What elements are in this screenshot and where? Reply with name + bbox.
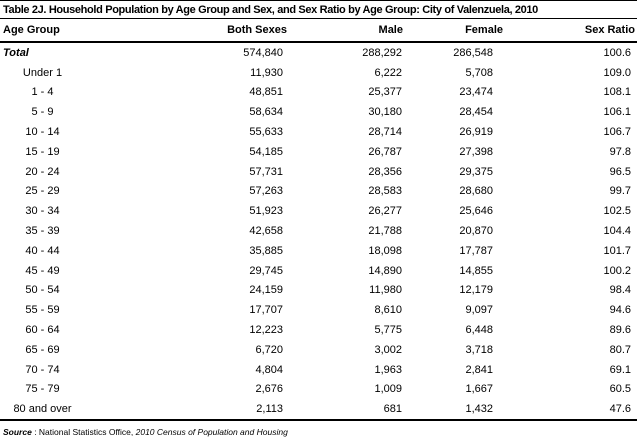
age-group-cell: 60 - 64	[25, 324, 60, 337]
male-cell: 6,222	[374, 66, 402, 79]
both-sexes-cell: 11,930	[250, 66, 283, 79]
table-row	[0, 399, 637, 420]
col-header-age-group: Age Group	[0, 19, 85, 42]
female-cell: 20,870	[459, 225, 493, 238]
age-group-cell: 25 - 29	[25, 185, 60, 198]
male-cell: 1,963	[374, 363, 402, 376]
population-table	[0, 19, 637, 421]
female-cell: 2,841	[465, 363, 493, 376]
sex-ratio-cell: 98.4	[609, 284, 631, 297]
sex-ratio-cell: 106.1	[603, 106, 631, 119]
male-cell: 1,009	[374, 383, 402, 396]
col-header-female: Female	[405, 19, 505, 42]
male-cell: 14,890	[368, 264, 402, 277]
both-sexes-cell: 29,745	[249, 264, 283, 277]
female-cell: 5,708	[465, 66, 493, 79]
age-group-cell: 45 - 49	[25, 264, 60, 277]
table-row	[0, 63, 637, 83]
total-label: Total	[3, 46, 29, 59]
age-group-cell: 1 - 4	[31, 86, 54, 99]
source-publication: 2010 Census of Population and Housing	[135, 427, 288, 438]
table-row	[0, 83, 637, 103]
male-cell: 8,610	[374, 304, 402, 317]
male-cell: 26,787	[368, 145, 402, 158]
age-group-cell: 10 - 14	[25, 126, 60, 139]
male-cell: 5,775	[374, 324, 402, 337]
both-sexes-cell: 2,113	[256, 403, 283, 416]
female-cell: 28,454	[459, 106, 493, 119]
age-group-cell: 80 and over	[13, 403, 72, 416]
male-cell: 3,002	[374, 343, 402, 356]
col-header-male: Male	[290, 19, 405, 42]
age-group-cell: 55 - 59	[25, 304, 60, 317]
age-group-cell: 75 - 79	[25, 383, 60, 396]
table-title: Table 2J. Household Population by Age Group and Sex, and Sex Ratio by Age Group: City of Valenzuela, 2010	[0, 1, 637, 19]
sex-ratio-cell: 101.7	[603, 244, 631, 257]
sex-ratio-cell: 100.2	[603, 264, 631, 277]
sex-ratio-cell: 104.4	[603, 225, 631, 238]
both-sexes-cell: 58,634	[249, 106, 283, 119]
table-row	[0, 261, 637, 281]
female-cell: 12,179	[459, 284, 493, 297]
female-cell: 1,432	[465, 403, 493, 416]
source-label: Source	[3, 427, 32, 438]
male-cell: 18,098	[368, 244, 402, 257]
sex-ratio-cell: 94.6	[609, 304, 631, 317]
both-sexes-cell: 48,851	[249, 86, 283, 99]
table-body	[0, 42, 637, 420]
age-group-cell: 65 - 69	[25, 343, 60, 356]
age-group-cell: 70 - 74	[25, 363, 60, 376]
female-cell: 1,667	[465, 383, 493, 396]
both-sexes-cell: 2,676	[255, 383, 283, 396]
male-cell: 11,980	[369, 284, 402, 297]
sex-ratio-cell: 60.5	[609, 383, 631, 396]
table-row	[0, 281, 637, 301]
table-row	[0, 340, 637, 360]
sex-ratio-cell: 99.7	[609, 185, 631, 198]
age-group-cell: 5 - 9	[31, 106, 54, 119]
sex-ratio-cell: 69.1	[609, 363, 631, 376]
table-row	[0, 102, 637, 122]
female-cell: 6,448	[465, 324, 493, 337]
both-sexes-cell: 17,707	[249, 304, 283, 317]
sex-ratio-cell: 102.5	[603, 205, 631, 218]
both-sexes-cell: 57,731	[249, 165, 283, 178]
sex-ratio-cell: 97.8	[609, 145, 631, 158]
table-row	[0, 182, 637, 202]
male-cell: 28,714	[368, 126, 402, 139]
age-group-cell: 30 - 34	[25, 205, 60, 218]
age-group-cell: Under 1	[22, 66, 63, 79]
male-cell: 21,788	[368, 225, 402, 238]
source-separator: :	[31, 427, 39, 438]
sex-ratio-cell: 96.5	[609, 165, 631, 178]
female-cell: 17,787	[459, 244, 493, 257]
total-male-cell: 288,292	[362, 46, 402, 59]
table-row	[0, 380, 637, 400]
female-cell: 9,097	[465, 304, 493, 317]
table-row	[0, 241, 637, 261]
both-sexes-cell: 6,720	[255, 343, 283, 356]
sex-ratio-cell: 108.1	[603, 86, 631, 99]
col-header-sex-ratio: Sex Ratio	[505, 19, 637, 42]
total-both-sexes-cell: 574,840	[243, 46, 283, 59]
male-cell: 28,583	[368, 185, 402, 198]
table-row	[0, 221, 637, 241]
both-sexes-cell: 57,263	[249, 185, 283, 198]
both-sexes-cell: 55,633	[249, 126, 283, 139]
female-cell: 28,680	[459, 185, 493, 198]
sex-ratio-cell: 47.6	[609, 403, 631, 416]
female-cell: 27,398	[459, 145, 493, 158]
female-cell: 26,919	[459, 126, 493, 139]
sex-ratio-cell: 109.0	[603, 66, 631, 79]
table-row	[0, 142, 637, 162]
age-group-cell: 35 - 39	[25, 225, 60, 238]
header-row	[0, 19, 637, 42]
table-row	[0, 201, 637, 221]
sex-ratio-cell: 106.7	[603, 126, 631, 139]
male-cell: 28,356	[368, 165, 402, 178]
female-cell: 25,646	[459, 205, 493, 218]
both-sexes-cell: 4,804	[255, 363, 283, 376]
both-sexes-cell: 12,223	[249, 324, 283, 337]
female-cell: 3,718	[465, 343, 493, 356]
both-sexes-cell: 24,159	[249, 284, 283, 297]
col-header-both-sexes: Both Sexes	[85, 19, 290, 42]
table-row	[0, 162, 637, 182]
source-organization: National Statistics Office,	[38, 427, 134, 438]
age-group-cell: 20 - 24	[25, 165, 60, 178]
age-group-cell: 40 - 44	[25, 244, 60, 257]
total-row	[0, 42, 637, 63]
female-cell: 14,855	[459, 264, 493, 277]
source-note	[0, 421, 637, 437]
male-cell: 681	[383, 403, 402, 416]
both-sexes-cell: 51,923	[249, 205, 283, 218]
male-cell: 26,277	[368, 205, 402, 218]
table-row	[0, 320, 637, 340]
age-group-cell: 15 - 19	[25, 145, 60, 158]
age-group-cell: 50 - 54	[25, 284, 60, 297]
male-cell: 30,180	[368, 106, 402, 119]
table-row	[0, 300, 637, 320]
both-sexes-cell: 35,885	[249, 244, 283, 257]
female-cell: 23,474	[459, 86, 493, 99]
sex-ratio-cell: 80.7	[609, 343, 631, 356]
total-female-cell: 286,548	[453, 46, 493, 59]
table-row	[0, 360, 637, 380]
both-sexes-cell: 54,185	[249, 145, 283, 158]
sex-ratio-cell: 89.6	[609, 324, 631, 337]
female-cell: 29,375	[459, 165, 493, 178]
table-row	[0, 122, 637, 142]
total-sex-ratio-cell: 100.6	[603, 46, 631, 59]
both-sexes-cell: 42,658	[249, 225, 283, 238]
male-cell: 25,377	[368, 86, 402, 99]
